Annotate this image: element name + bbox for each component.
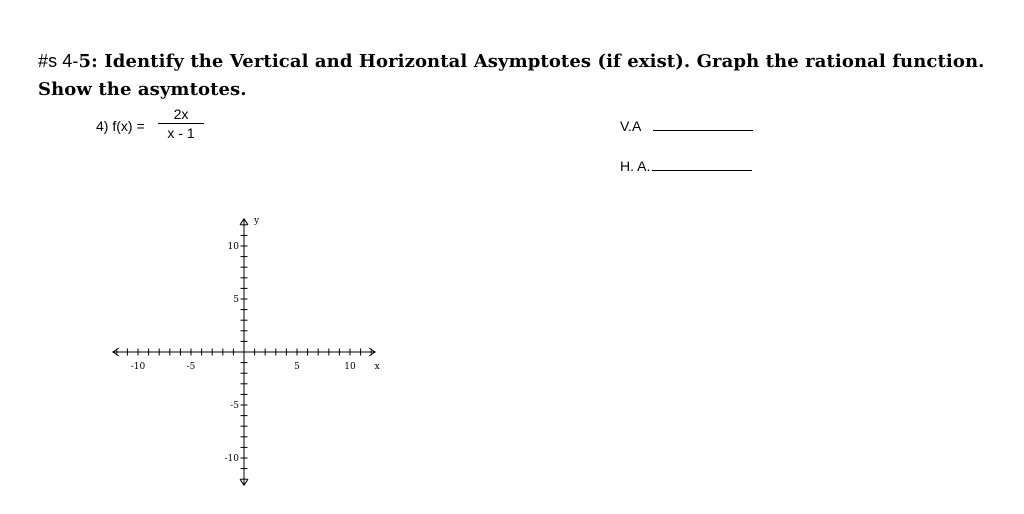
x-tick-label: 10 (344, 362, 356, 372)
denominator: x - 1 (167, 125, 195, 141)
instructions-text: 5: Identify the Vertical and Horizontal Asymptotes (if exist). Graph the rational function. (78, 51, 985, 72)
problem-4 (96, 104, 236, 148)
x-axis-label: x (374, 362, 380, 372)
x-tick-label: -5 (186, 362, 196, 372)
y-tick-label: 5 (233, 295, 239, 305)
function-label: 4) f(x) = (96, 118, 145, 134)
fraction-bar (158, 123, 204, 124)
vertical-asymptote-answer (620, 118, 753, 134)
y-tick-label: 10 (227, 242, 239, 252)
coordinate-plane (100, 210, 400, 495)
y-axis-label: y (254, 215, 260, 226)
ha-label: H. A. (620, 158, 651, 174)
va-answer-blank[interactable] (653, 120, 753, 131)
problem-range-prefix: #s 4- (38, 51, 79, 71)
axes-group (113, 216, 380, 485)
instructions-line-1 (38, 51, 985, 72)
x-tick-label: -10 (130, 362, 146, 372)
horizontal-asymptote-answer (620, 158, 752, 174)
fraction (158, 106, 204, 141)
va-label: V.A (620, 118, 642, 134)
instructions-line-2: Show the asymtotes. (38, 79, 247, 100)
x-tick-label: 5 (294, 362, 300, 372)
y-tick-label: -5 (230, 401, 239, 411)
numerator: 2x (173, 106, 189, 122)
ha-answer-blank[interactable] (652, 160, 752, 171)
y-tick-label: -10 (224, 454, 239, 464)
